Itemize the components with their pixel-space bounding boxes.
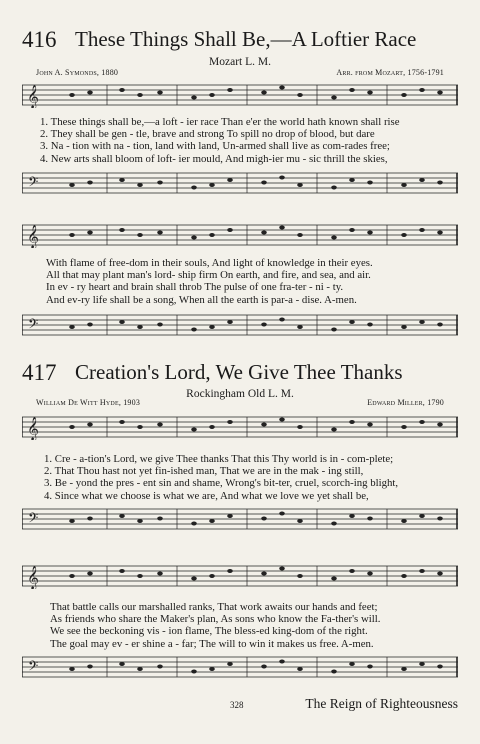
music-staff-bass xyxy=(22,312,458,338)
page-number: 328 xyxy=(230,700,244,710)
tune-name: Rockingham Old L. M. xyxy=(186,388,294,400)
hymn-number: 417 xyxy=(22,360,57,385)
hymn-title: These Things Shall Be,—A Loftier Race xyxy=(75,27,417,51)
music-staff-bass xyxy=(22,170,458,196)
music-staff-bass xyxy=(22,654,458,680)
music-staff-treble xyxy=(22,414,458,440)
tune-name: Mozart L. M. xyxy=(209,56,271,68)
composer-credit: Arr. from Mozart, 1756-1791 xyxy=(336,68,444,77)
music-staff-bass xyxy=(22,506,458,532)
author-credit: William De Witt Hyde, 1903 xyxy=(36,398,141,407)
author-credit: John A. Symonds, 1880 xyxy=(36,68,119,77)
composer-credit: Edward Miller, 1790 xyxy=(367,398,444,407)
stanza-line: 1. Cre - a-tion's Lord, we give Thee thanks That this Thy world is in - com-plete; 2. That Thou hast not yet fin-ished man, That we are in the mak - ing still, 3. Be - yond the pres - ent sin and shame, Wrong's bit-ter, cruel, scorch-ing blight, 4. Since what we choose is what we are, And what we love we yet shall be, xyxy=(44,453,399,502)
music-staff-treble xyxy=(22,222,458,248)
hymn-number: 416 xyxy=(22,27,57,52)
stanza-line: That battle calls our marshalled ranks, That work awaits our hands and feet; As friends who share the Maker's plan, As sons who know the Fa-ther's will. We see the beckoning vis - ion flame, The bless-ed king-dom of the right. The goal may ev - er shine a - far; The will to win it makes us free. A-men. xyxy=(50,601,381,650)
stanza-line: With flame of free-dom in their souls, And light of knowledge in their eyes. All that may plant man's lord- ship firm On earth, and fire, and sea, and air. In ev - ry heart and brain shall throb The pulse of one fra-ter - ni - ty. And ev-ry life shall be a song, When all the earth is par-a - dise. A-men. xyxy=(46,257,373,306)
section-title: The Reign of Righteousness xyxy=(305,696,458,711)
music-staff-treble xyxy=(22,82,458,108)
hymn-title: Creation's Lord, We Give Thee Thanks xyxy=(75,360,403,384)
music-staff-treble xyxy=(22,563,458,589)
stanza-line: 1. These things shall be,—a loft - ier race Than e'er the world hath known shall rise 2. They shall be gen - tle, brave and strong To spill no drop of blood, but dare 3. Na - tion with na - tion, land with land, Un-armed shall live as com-rades free; 4. New arts shall bloom of loft- ier mould, And migh-ier mu - sic thrill the skies, xyxy=(40,116,400,165)
